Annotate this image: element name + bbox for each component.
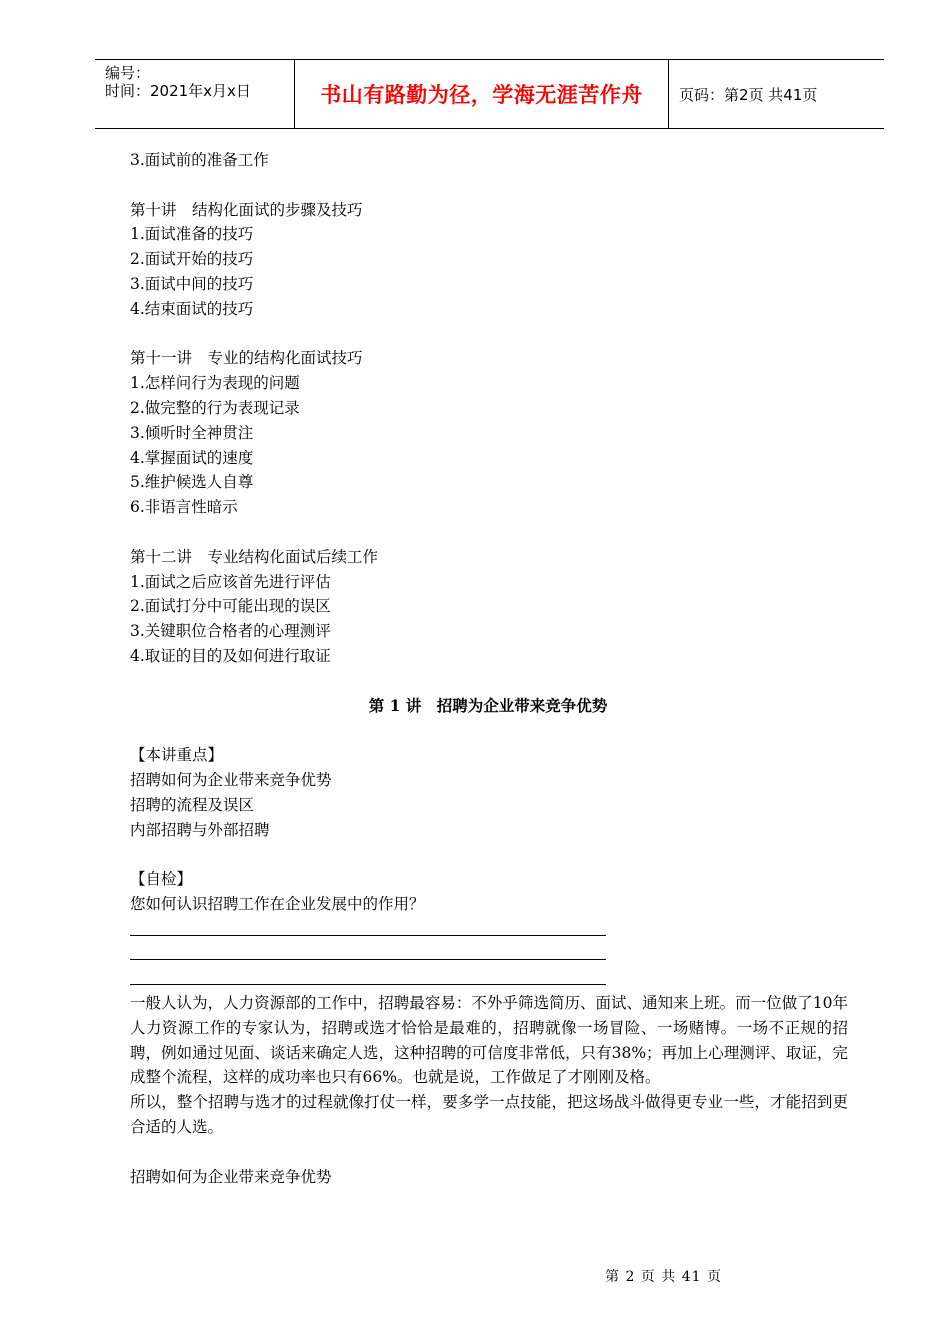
list-item: 1.面试准备的技巧 [130, 225, 254, 244]
list-item: 4.结束面试的技巧 [130, 299, 254, 318]
header-meta [95, 60, 294, 128]
header-page-code: 页码：第2页 共41页 [679, 85, 818, 104]
self-check-heading: 【自检】 [130, 870, 193, 889]
header-motto: 书山有路勤为径，学海无涯苦作舟 [320, 83, 643, 107]
list-item: 1.怎样问行为表现的问题 [130, 374, 300, 393]
header-motto-cell [295, 60, 668, 128]
answer-blank-line [130, 942, 606, 967]
answer-blank-line [130, 966, 606, 991]
lecture-title: 第十二讲 专业结构化面试后续工作 [130, 547, 379, 566]
header-page-cell [669, 60, 884, 128]
body-paragraph: 所以，整个招聘与选才的过程就像打仗一样，要多学一点技能，把这场战斗做得更专业一些，才能招到更合适的人选。 [130, 1093, 848, 1137]
list-item: 4.掌握面试的速度 [130, 448, 254, 467]
list-item: 2.面试打分中可能出现的误区 [130, 597, 331, 616]
list-item: 5.维护候选人自尊 [130, 473, 254, 492]
list-item: 3.倾听时全神贯注 [130, 423, 254, 442]
key-point-item: 内部招聘与外部招聘 [130, 820, 270, 839]
list-item: 3.关键职位合格者的心理测评 [130, 622, 331, 641]
body-paragraph: 一般人认为，人力资源部的工作中，招聘最容易：不外乎筛选简历、面试、通知来上班。而一位做了10年人力资源工作的专家认为，招聘或选才恰恰是最难的，招聘就像一场冒险、一场赌博。一场不正规的招聘，例如通过见面、谈话来确定人选，这种招聘的可信度非常低，只有38%；再加上心理测评、取证，完成整个流程，这样的成功率也只有66%。也就是说，工作做足了才刚刚及格。 [130, 994, 848, 1087]
key-point-item: 招聘如何为企业带来竞争优势 [130, 770, 332, 789]
footer-page-number: 第 2 页 共 41 页 [605, 1269, 722, 1285]
lecture-title: 第十讲 结构化面试的步骤及技巧 [130, 200, 363, 219]
section-title: 第 1 讲 招聘为企业带来竞争优势 [368, 695, 608, 715]
answer-blank-line [130, 917, 606, 942]
subheading: 招聘如何为企业带来竞争优势 [130, 1167, 332, 1186]
list-item: 2.面试开始的技巧 [130, 250, 254, 269]
key-points-heading: 【本讲重点】 [130, 746, 224, 765]
list-item: 1.面试之后应该首先进行评估 [130, 572, 331, 591]
number-label: 编号： [105, 64, 151, 82]
list-item: 2.做完整的行为表现记录 [130, 398, 300, 417]
document-body [130, 148, 850, 1189]
lecture-title: 第十一讲 专业的结构化面试技巧 [130, 349, 363, 368]
list-item: 3.面试中间的技巧 [130, 274, 254, 293]
list-item: 6.非语言性暗示 [130, 498, 238, 517]
self-check-question: 您如何认识招聘工作在企业发展中的作用？ [130, 894, 425, 913]
time-label: 时间：2021年x月x日 [105, 82, 251, 100]
list-item: 4.取证的目的及如何进行取证 [130, 646, 331, 665]
page-header [95, 59, 884, 129]
key-point-item: 招聘的流程及误区 [130, 795, 255, 814]
text-line: 3.面试前的准备工作 [130, 151, 269, 169]
